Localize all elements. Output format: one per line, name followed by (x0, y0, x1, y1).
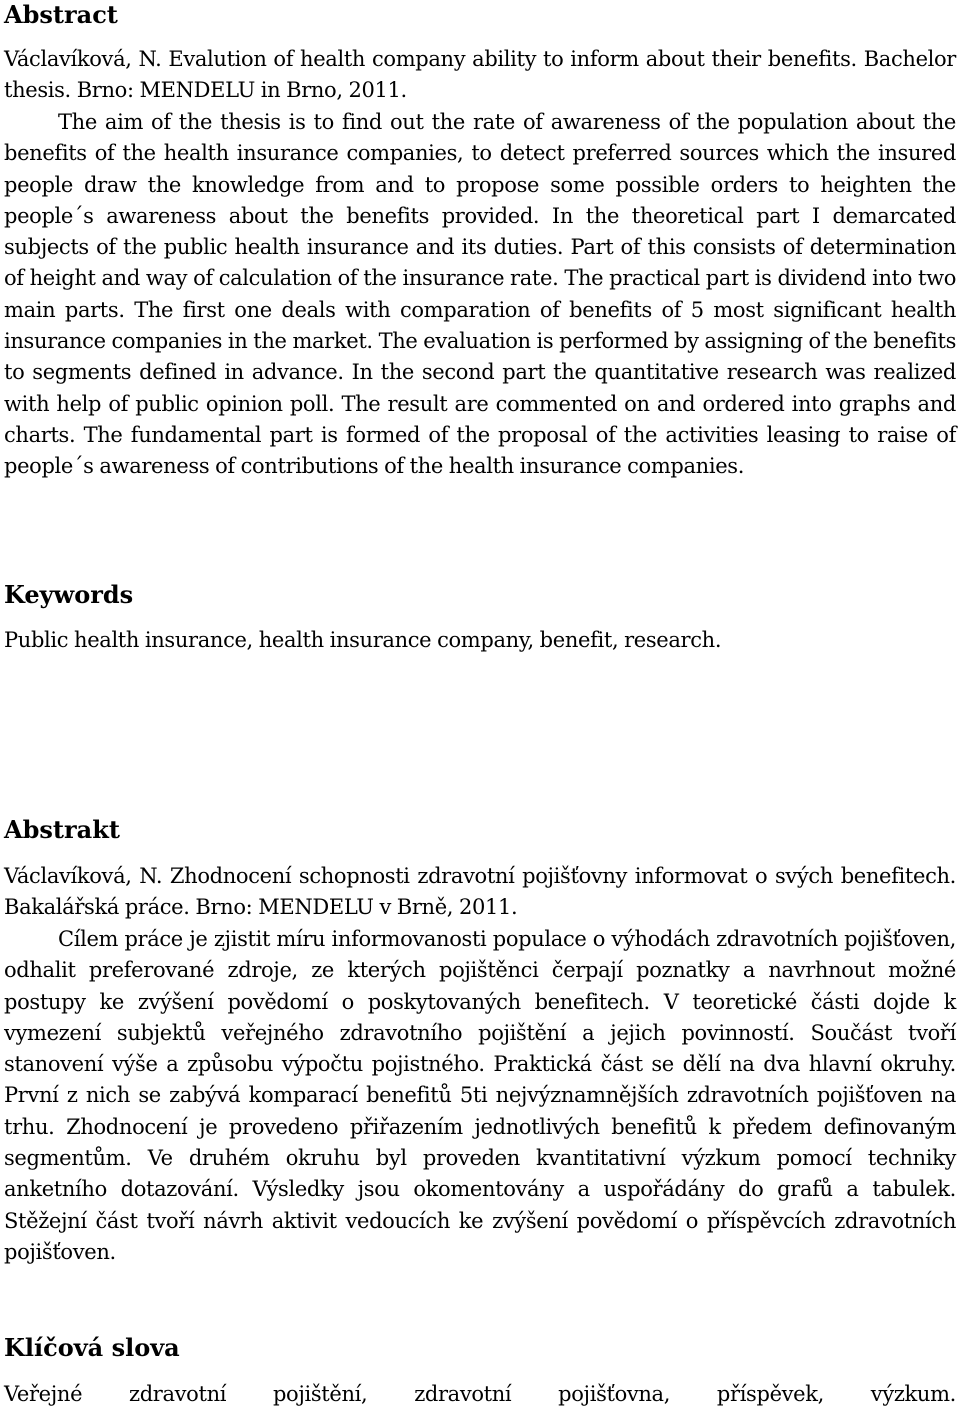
abstract-citation: Václavíková, N. Evalution of health company ability to inform about their benefits. Bachelor thesis. Brno: MENDELU in Brno, 2011. (4, 47, 956, 103)
abstract-heading: Abstract (4, 0, 118, 29)
abstrakt-citation: Václavíková, N. Zhodnocení schopnosti zdravotní pojišťovny informovat o svých benefitech. Bakalářská práce. Brno: MENDELU v Brně, 2011. (4, 864, 956, 920)
abstrakt-body: Cílem práce je zjistit míru informovanosti populace o výhodách zdravotních pojišťoven, odhalit preferované zdroje, ze kterých pojištěnci čerpají poznatky a navrhnout možné postupy ke zvýšení povědomí o poskytovaných benefitech. V teoretické části dojde k vymezení subjektů veřejného zdravotního pojištění a jejich povinností. Součást tvoří stanovení výše a způsobu výpočtu pojistného. Praktická část se dělí na dva hlavní okruhy. První z nich se zabývá komparací benefitů 5ti nejvýznamnějších zdravotních pojišťoven na trhu. Zhodnocení je provedeno přiřazením jednotlivých benefitů k předem definovaným segmentům. Ve druhém okruhu byl proveden kvantitativní výzkum pomocí techniky anketního dotazování. Výsledky jsou okomentovány a uspořádány do grafů a tabulek. Stěžejní část tvoří návrh aktivit vedoucích ke zvýšení povědomí o příspěvcích zdravotních pojišťoven. (4, 927, 956, 1264)
abstract-body: The aim of the thesis is to find out the rate of awareness of the population about the benefits of the health insurance companies, to detect preferred sources which the insured people draw the knowledge from and to propose some possible orders to heighten the people´s awareness about the benefits provided. In the theoretical part I demarcated subjects of the public health insurance and its duties. Part of this consists of determination of height and way of calculation of the insurance rate. The practical part is dividend into two main parts. The first one deals with comparation of benefits of 5 most significant health insurance companies in the market. The evaluation is performed by assigning of the benefits to segments defined in advance. In the second part the quantitative research was realized with help of public opinion poll. The result are commented on and ordered into graphs and charts. The fundamental part is formed of the proposal of the activities leasing to raise of people´s awareness of contributions of the health insurance companies. (4, 110, 956, 479)
keywords-heading: Keywords (4, 580, 134, 609)
keywords-text: Public health insurance, health insurance company, benefit, research. (4, 628, 722, 652)
klicova-slova-text: Veřejné zdravotní pojištění, zdravotní pojišťovna, příspěvek, výzkum. (4, 1382, 956, 1406)
klicova-slova-heading: Klíčová slova (4, 1333, 180, 1362)
abstrakt-heading: Abstrakt (4, 815, 120, 844)
